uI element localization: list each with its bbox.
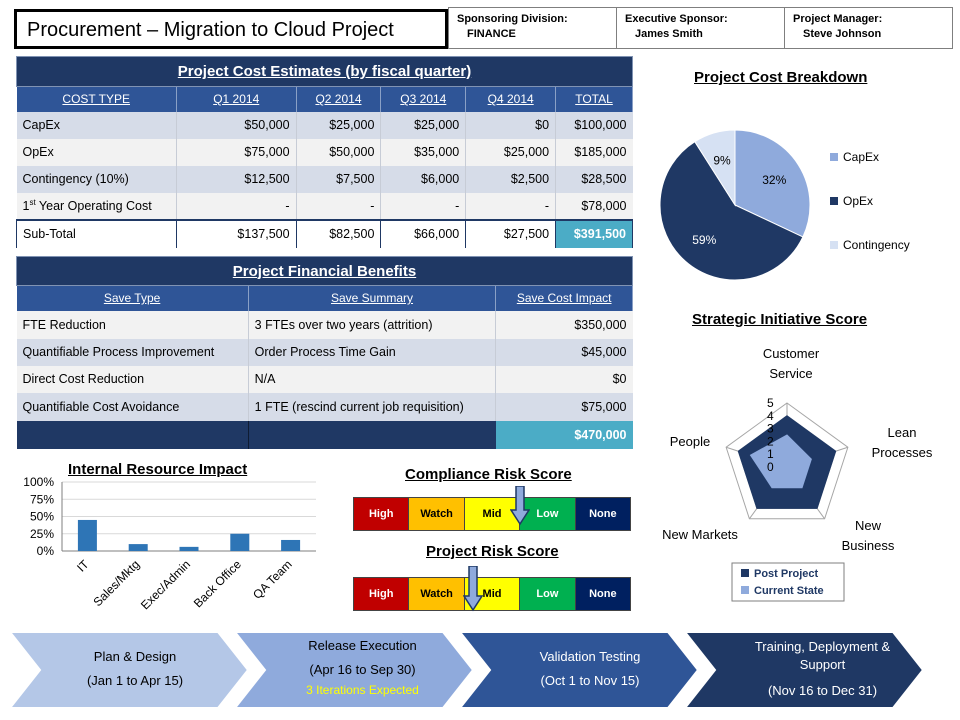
cost-header-total: TOTAL [556,87,633,112]
cost-cell-q4: $2,500 [466,166,556,193]
timeline-step-name: Release Execution [308,638,417,653]
bar-y-tick-label: 50% [29,509,54,524]
radar-axis-label-line: Lean [887,425,917,440]
sponsoring-division-label: Sponsoring Division: [457,13,568,25]
risk-level-mid: Mid [465,498,520,530]
project-title: Procurement – Migration to Cloud Project [14,9,448,49]
cost-row-operating [17,193,633,220]
radar-tick-label: 5 [767,396,774,410]
bar-chart-title: Internal Resource Impact [68,461,248,478]
project-risk-title: Project Risk Score [426,543,559,560]
subtotal-q3: $66,000 [381,220,466,248]
benefit-table-title: Project Financial Benefits [17,257,633,286]
risk-level-high: High [354,578,409,610]
benefit-header-summary: Save Summary [248,286,496,311]
cost-cell-total: $185,000 [556,139,633,166]
cost-cell-q2: $50,000 [296,139,381,166]
benefit-cell-summary: N/A [248,366,496,393]
cost-estimates-table [16,56,633,248]
cost-header-q2: Q2 2014 [296,87,381,112]
benefit-cell-type: Direct Cost Reduction [17,366,249,393]
bar-qa-team [281,540,300,551]
pie-chart-title: Project Cost Breakdown [694,69,868,86]
risk-level-low: Low [520,578,575,610]
timeline-step-name: Validation Testing [539,649,641,664]
financial-benefits-table [16,256,633,449]
cost-cell-q1: $75,000 [176,139,296,166]
sponsoring-division-cell [449,8,616,48]
pie-legend-swatch [830,241,838,249]
timeline-step-release [280,636,445,700]
timeline-step-name: Training, Deployment & Support [754,639,891,672]
benefit-cell-type: Quantifiable Process Improvement [17,339,249,366]
benefit-cell-type: Quantifiable Cost Avoidance [17,393,249,421]
risk-level-low: Low [520,498,575,530]
radar-axis-label-line: Customer [762,346,820,361]
bar-y-tick-label: 100% [23,475,54,489]
risk-level-mid: Mid [465,578,520,610]
subtotal-q4: $27,500 [466,220,556,248]
bar-y-tick-label: 75% [29,492,54,507]
pie-value-label: 59% [692,232,717,247]
subtotal-q2: $82,500 [296,220,381,248]
benefit-cell-impact: $350,000 [496,311,633,339]
radar-tick-label: 0 [767,460,774,474]
cost-header-type: COST TYPE [17,87,177,112]
cost-cell-q3: $35,000 [381,139,466,166]
radar-legend-swatch [741,586,749,594]
project-risk-scale [353,577,631,611]
cost-cell-type: CapEx [17,112,177,139]
compliance-risk-title: Compliance Risk Score [405,466,572,483]
timeline-step-dates: (Oct 1 to Nov 15) [540,673,640,688]
benefit-header-impact: Save Cost Impact [496,286,633,311]
radar-axis-label [670,434,710,449]
project-manager-label: Project Manager: [793,13,883,25]
benefit-row [17,366,633,393]
cost-cell-q2: - [296,193,381,220]
radar-legend-label: Current State [754,585,824,597]
executive-sponsor-value: James Smith [635,28,703,40]
radar-axis-label [842,518,895,553]
timeline-step-dates: (Nov 16 to Dec 31) [767,683,878,698]
sponsoring-division-value: FINANCE [467,28,516,40]
cost-cell-q4: - [466,193,556,220]
cost-cell-q2: $7,500 [296,166,381,193]
benefit-total-blank [17,421,249,449]
cost-cell-q1: - [176,193,296,220]
timeline-step-dates: (Jan 1 to Apr 15) [86,673,184,688]
strategic-score-radar-chart [640,335,950,605]
cost-header-q3: Q3 2014 [381,87,466,112]
cost-cell-q4: $0 [466,112,556,139]
benefit-row [17,393,633,421]
cost-row-contingency [17,166,633,193]
radar-axis-label-line: Business [841,538,895,553]
project-info-bar [448,7,953,49]
pie-legend-swatch [830,153,838,161]
bar-category-label: Sales/Mktg [90,557,143,610]
project-manager-value: Steve Johnson [803,28,882,40]
bar-category-label: Exec/Admin [137,557,194,613]
cost-row-capex [17,112,633,139]
cost-cell-q3: $25,000 [381,112,466,139]
executive-sponsor-label: Executive Sponsor: [625,13,728,25]
radar-axis-label-line: People [669,434,711,449]
subtotal-total: $391,500 [556,220,633,248]
risk-level-watch: Watch [409,498,464,530]
cost-cell-q1: $50,000 [176,112,296,139]
benefit-total-blank [248,421,496,449]
cost-row-opex [17,139,633,166]
operating-label-sup: st [29,197,36,207]
benefit-row [17,339,633,366]
benefit-row [17,311,633,339]
cost-cell-type [17,193,177,220]
cost-cell-q3: $6,000 [381,166,466,193]
bar-back-office [230,534,249,551]
cost-breakdown-pie-chart [640,95,950,285]
radar-axis-label-line: New [854,518,882,533]
timeline-step-plan [60,647,210,691]
pie-legend-label: CapEx [843,150,880,164]
cost-cell-q4: $25,000 [466,139,556,166]
cost-row-subtotal [17,220,633,248]
operating-label-suffix: Year Operating Cost [35,199,152,214]
bar-category-label: IT [74,557,92,575]
resource-impact-bar-chart [10,475,330,625]
bar-category-label: QA Team [250,557,295,602]
benefit-cell-impact: $45,000 [496,339,633,366]
risk-level-none: None [576,578,630,610]
radar-axis-label-line: Service [769,366,813,381]
timeline-step-validation [515,647,665,691]
cost-cell-total: $28,500 [556,166,633,193]
radar-legend-label: Post Project [754,568,819,580]
benefit-cell-type: FTE Reduction [17,311,249,339]
benefit-cell-summary: 3 FTEs over two years (attrition) [248,311,496,339]
bar-exec-admin [180,547,199,551]
benefit-cell-summary: 1 FTE (rescind current job requisition) [248,393,496,421]
radar-tick-label: 2 [767,434,774,449]
subtotal-q1: $137,500 [176,220,296,248]
risk-level-high: High [354,498,409,530]
benefit-total-value: $470,000 [496,421,633,449]
bar-y-tick-label: 0% [36,544,54,558]
cost-cell-type: Contingency (10%) [17,166,177,193]
cost-cell-q3: - [381,193,466,220]
project-manager-cell [784,8,952,48]
pie-legend-swatch [830,197,838,205]
radar-tick-label: 1 [767,447,774,462]
cost-header-q1: Q1 2014 [176,87,296,112]
executive-sponsor-cell [616,8,784,48]
cost-table-title: Project Cost Estimates (by fiscal quarter) [17,57,633,87]
bar-it [78,520,97,551]
bar-sales-mktg [129,544,148,551]
benefit-total-row [17,421,633,449]
timeline-step-note: 3 Iterations Expected [306,683,419,697]
timeline-step-dates: (Apr 16 to Sep 30) [309,662,416,677]
benefit-header-type: Save Type [17,286,249,311]
cost-header-q4: Q4 2014 [466,87,556,112]
risk-level-watch: Watch [409,578,464,610]
radar-axis-label [872,425,933,460]
radar-tick-label: 3 [767,421,774,436]
radar-axis-label [763,346,820,381]
pie-legend-label: OpEx [843,194,874,208]
benefit-cell-impact: $75,000 [496,393,633,421]
timeline-step-training [735,638,910,700]
radar-axis-label [662,527,738,542]
cost-cell-total: $100,000 [556,112,633,139]
subtotal-label: Sub-Total [17,220,177,248]
project-risk-marker [463,566,483,612]
radar-legend-swatch [741,569,749,577]
radar-axis-label-line: Processes [871,445,933,460]
pie-value-label: 32% [762,173,787,188]
bar-category-label: Back Office [190,557,244,611]
radar-chart-title: Strategic Initiative Score [692,311,868,328]
benefit-cell-impact: $0 [496,366,633,393]
cost-cell-type: OpEx [17,139,177,166]
compliance-risk-scale [353,497,631,531]
benefit-cell-summary: Order Process Time Gain [248,339,496,366]
bar-y-tick-label: 25% [29,526,54,541]
cost-cell-total: $78,000 [556,193,633,220]
radar-axis-label-line: New Markets [662,527,738,542]
pie-legend-label: Contingency [843,238,910,252]
radar-tick-label: 4 [767,408,774,423]
operating-label-prefix: 1 [22,199,30,214]
cost-cell-q2: $25,000 [296,112,381,139]
pie-value-label: 9% [713,153,731,168]
cost-cell-q1: $12,500 [176,166,296,193]
timeline-step-name: Plan & Design [93,649,177,664]
risk-level-none: None [576,498,630,530]
compliance-risk-marker [510,486,530,526]
